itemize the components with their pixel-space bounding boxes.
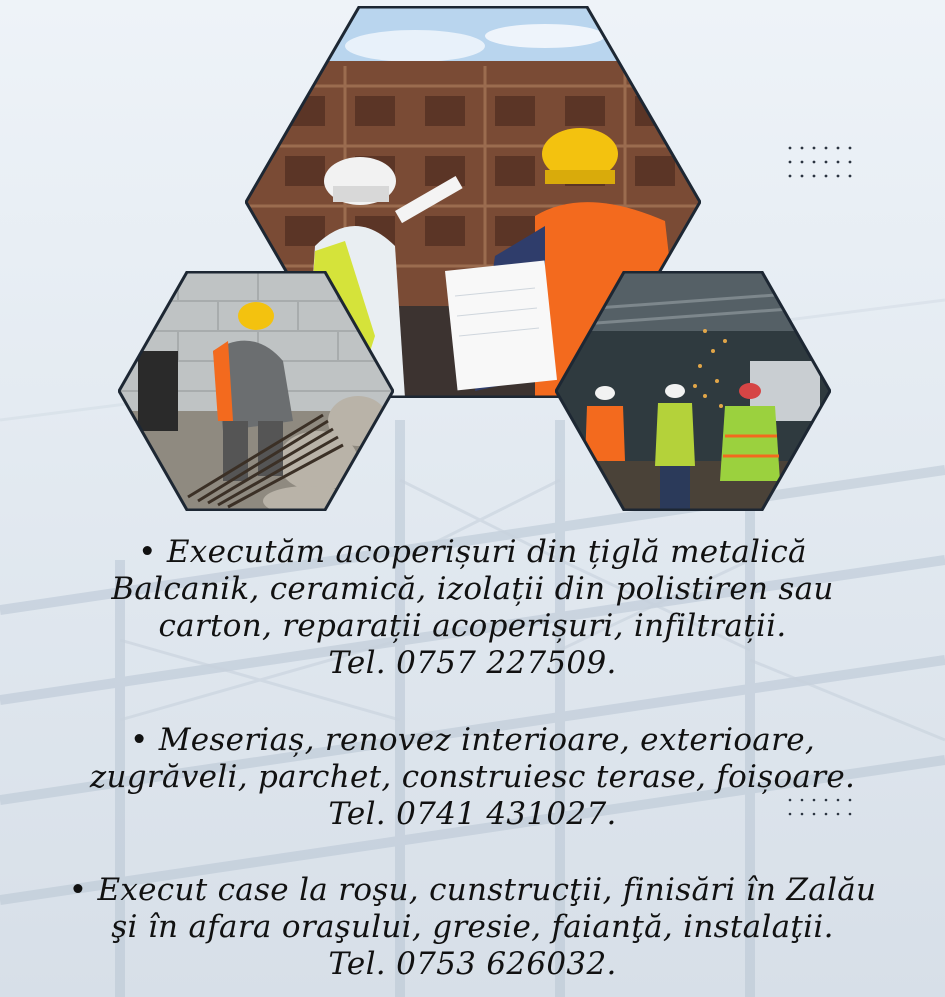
ad-roofing-line-3: carton, reparații acoperișuri, infiltrații. (158, 608, 787, 644)
ad-renovation (20, 722, 925, 833)
ad-roofing-line-2: Balcanik, ceramică, izolații din polistiren sau (111, 571, 834, 607)
ad-roofing-phone: Tel. 0757 227509. (328, 645, 617, 681)
ad-house-building-line-2: şi în afara oraşului, gresie, faianţă, instalaţii. (111, 909, 834, 945)
ad-renovation-line-2: zugrăveli, parchet, construiesc terase, foișoare. (89, 759, 856, 795)
ad-house-building (20, 872, 925, 983)
ad-roofing-line-1: • Executăm acoperișuri din țiglă metalică (138, 534, 807, 570)
ad-house-building-phone: Tel. 0753 626032. (328, 946, 617, 982)
hexagon-frame-right (555, 271, 831, 511)
ad-renovation-phone: Tel. 0741 431027. (328, 796, 617, 832)
ad-house-building-line-1: • Execut case la roşu, cunstrucţii, finisări în Zalău (68, 872, 877, 908)
dot-grid-decoration-top (786, 144, 856, 184)
hexagon-frame-left (118, 271, 394, 511)
ad-roofing (20, 534, 925, 682)
ad-renovation-line-1: • Meseriaș, renovez interioare, exterioare, (129, 722, 815, 758)
